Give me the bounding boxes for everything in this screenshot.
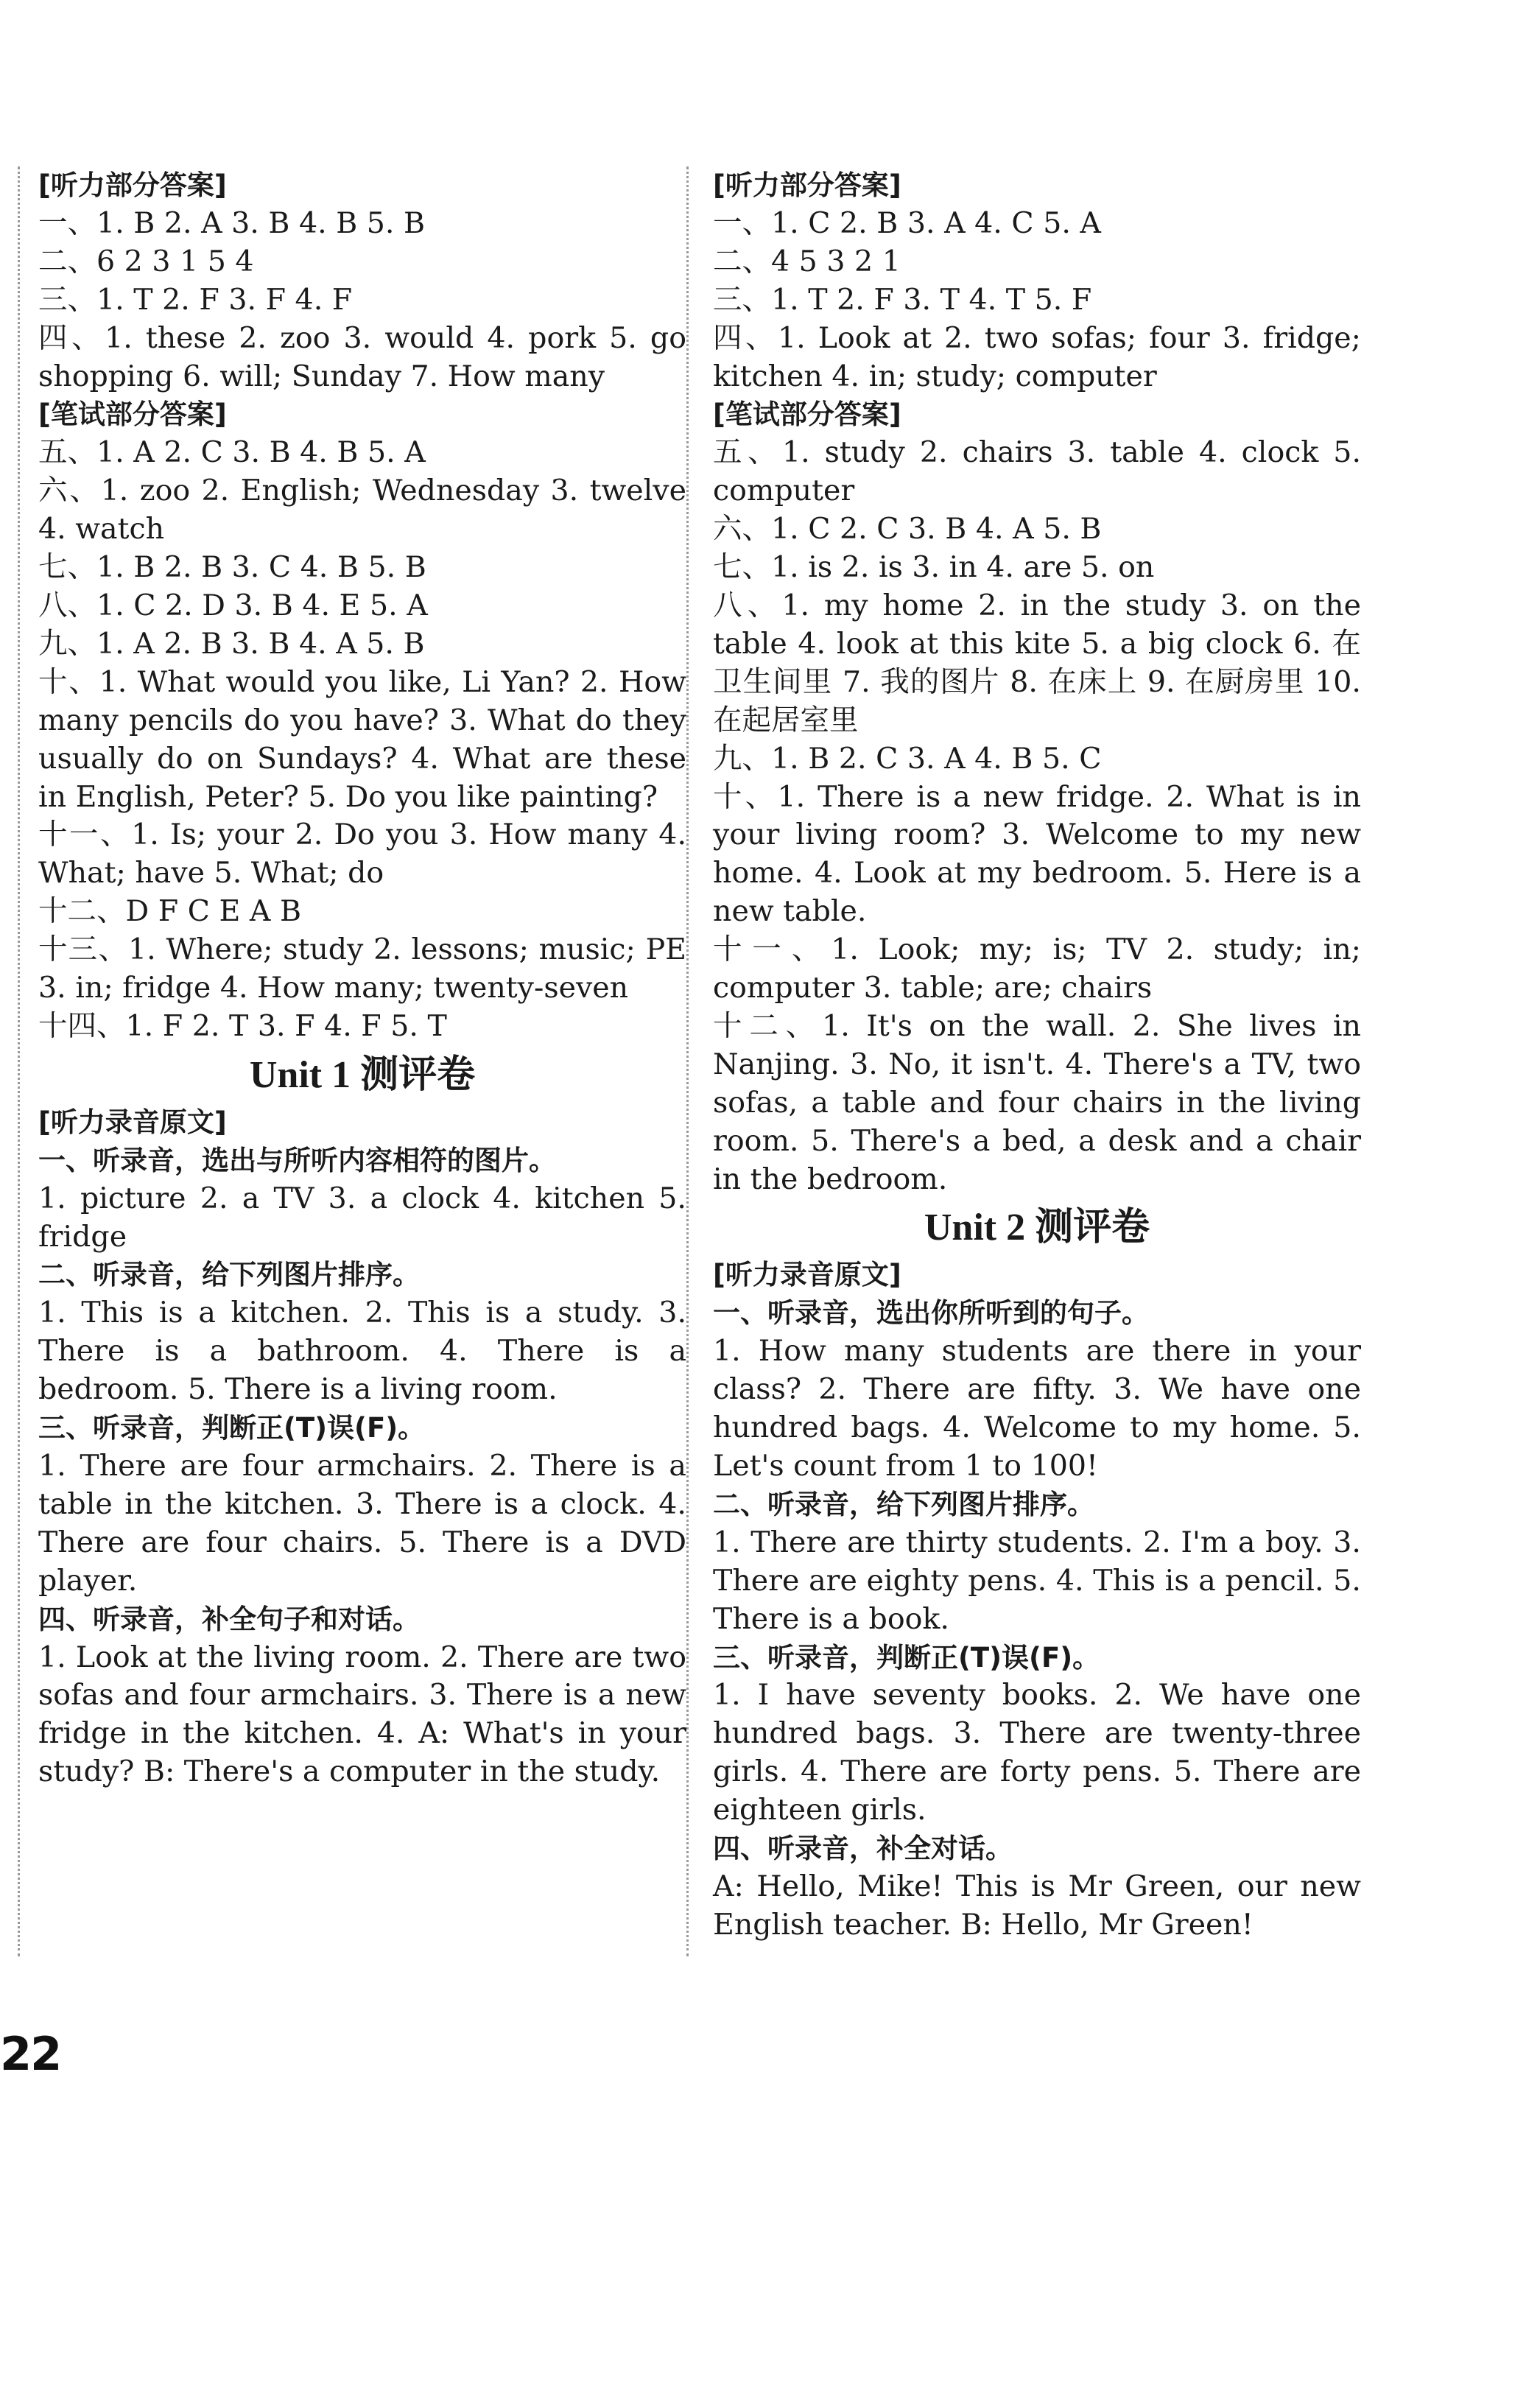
answer-line: 1. This is a kitchen. 2. This is a study. 3. There is a bathroom. 4. There is a bedroom. 5. There is a living room. <box>38 1296 686 1407</box>
section-heading: 四、听录音，补全句子和对话。 <box>38 1603 420 1635</box>
answer-line: 三、1. T 2. F 3. F 4. F <box>38 282 353 317</box>
answer-line: 六、1. C 2. C 3. B 4. A 5. B <box>713 512 1102 547</box>
section-heading: [笔试部分答案] <box>713 398 901 431</box>
answer-line: 五、1. study 2. chairs 3. table 4. clock 5. computer <box>713 435 1361 508</box>
answer-line: 二、4 5 3 2 1 <box>713 244 901 278</box>
answer-line: 四、1. Look at 2. two sofas; four 3. fridge; kitchen 4. in; study; computer <box>713 320 1361 393</box>
page-number: 22 <box>0 2027 61 2081</box>
section-heading: 四、听录音，补全对话。 <box>713 1833 1013 1865</box>
answer-line: 一、1. C 2. B 3. A 4. C 5. A <box>713 206 1101 240</box>
answer-line: 六、1. zoo 2. English; Wednesday 3. twelve 4. watch <box>38 474 686 547</box>
answer-line: 1. Look at the living room. 2. There are two sofas and four armchairs. 3. There is a new fridge in the kitchen. 4. A: What's in your study? B: There's a computer in the study. <box>38 1640 686 1789</box>
section-heading: [听力录音原文] <box>713 1259 901 1291</box>
section-heading: 一、听录音，选出与所听内容相符的图片。 <box>38 1144 556 1176</box>
answer-line: 1. There are thirty students. 2. I'm a boy. 3. There are eighty pens. 4. This is a pencil. 5. There is a book. <box>713 1525 1361 1636</box>
answer-line: 一、1. B 2. A 3. B 4. B 5. B <box>38 206 426 240</box>
answer-line: 十、1. There is a new fridge. 2. What is in your living room? 3. Welcome to my new home. 4. Look at my bedroom. 5. Here is a new table. <box>713 779 1361 929</box>
section-title: Unit 2 测评卷 <box>924 1207 1150 1249</box>
column-divider-left <box>18 166 20 1956</box>
section-heading: [听力录音原文] <box>38 1106 227 1138</box>
answer-line: 四、1. these 2. zoo 3. would 4. pork 5. go shopping 6. will; Sunday 7. How many <box>38 320 686 393</box>
answer-line: 1. I have seventy books. 2. We have one hundred bags. 3. There are twenty-three girls. 4. There are forty pens. 5. There are eighteen girls. <box>713 1678 1361 1827</box>
section-title: Unit 1 测评卷 <box>249 1053 476 1096</box>
section-heading: 二、听录音，给下列图片排序。 <box>713 1488 1094 1520</box>
answer-line: 1. There are four armchairs. 2. There is a table in the kitchen. 3. There is a clock. 4. There are four chairs. 5. There is a DVD player. <box>38 1449 686 1598</box>
left-column <box>38 166 686 1791</box>
answer-line: 十三、1. Where; study 2. lessons; music; PE 3. in; fridge 4. How many; twenty-seven <box>38 933 686 1005</box>
answer-line: 1. How many students are there in your class? 2. There are fifty. 3. We have one hundred bags. 4. Welcome to my home. 5. Let's count from 1 to 100! <box>713 1334 1361 1483</box>
answer-line: 七、1. is 2. is 3. in 4. are 5. on <box>713 550 1155 585</box>
answer-line: 十二、1. It's on the wall. 2. She lives in Nanjing. 3. No, it isn't. 4. There's a TV, two sofas, a table and four chairs in the living room. 5. There's a bed, a desk and a chair in the bedroom. <box>713 1008 1361 1196</box>
answer-line: 七、1. B 2. B 3. C 4. B 5. B <box>38 550 426 585</box>
answer-line: 十四、1. F 2. T 3. F 4. F 5. T <box>38 1008 447 1043</box>
answer-line: 三、1. T 2. F 3. T 4. T 5. F <box>713 282 1092 317</box>
answer-line: 八、1. C 2. D 3. B 4. E 5. A <box>38 588 428 622</box>
answer-line: 九、1. A 2. B 3. B 4. A 5. B <box>38 626 425 661</box>
answer-line: A: Hello, Mike! This is Mr Green, our new English teacher. B: Hello, Mr Green! <box>713 1869 1361 1942</box>
section-heading: [笔试部分答案] <box>38 398 227 431</box>
section-heading: 一、听录音，选出你所听到的句子。 <box>713 1297 1149 1330</box>
section-heading: 三、听录音，判断正(T)误(F)。 <box>713 1641 1100 1674</box>
section-heading: [听力部分答案] <box>713 169 901 201</box>
answer-line: 五、1. A 2. C 3. B 4. B 5. A <box>38 435 426 470</box>
answer-line: 十、1. What would you like, Li Yan? 2. How many pencils do you have? 3. What do they usually do on Sundays? 4. What are these in English, Peter? 5. Do you like painting? <box>38 664 686 814</box>
section-heading: 三、听录音，判断正(T)误(F)。 <box>38 1412 426 1444</box>
right-column <box>713 166 1361 1945</box>
answer-line: 八、1. my home 2. in the study 3. on the table 4. look at this kite 5. a big clock 6. 在卫生间里 7. 我的图片 8. 在床上 9. 在厨房里 10. 在起居室里 <box>713 588 1361 737</box>
section-heading: 二、听录音，给下列图片排序。 <box>38 1259 420 1291</box>
answer-line: 十一、1. Look; my; is; TV 2. study; in; computer 3. table; are; chairs <box>713 933 1361 1005</box>
section-heading: [听力部分答案] <box>38 169 227 201</box>
answer-line: 十一、1. Is; your 2. Do you 3. How many 4. What; have 5. What; do <box>38 818 686 891</box>
answer-line: 九、1. B 2. C 3. A 4. B 5. C <box>713 741 1102 776</box>
column-divider-middle <box>686 166 689 1956</box>
answer-line: 十二、D F C E A B <box>38 894 301 929</box>
answer-line: 1. picture 2. a TV 3. a clock 4. kitchen 5. fridge <box>38 1181 686 1254</box>
answer-line: 二、6 2 3 1 5 4 <box>38 244 254 278</box>
